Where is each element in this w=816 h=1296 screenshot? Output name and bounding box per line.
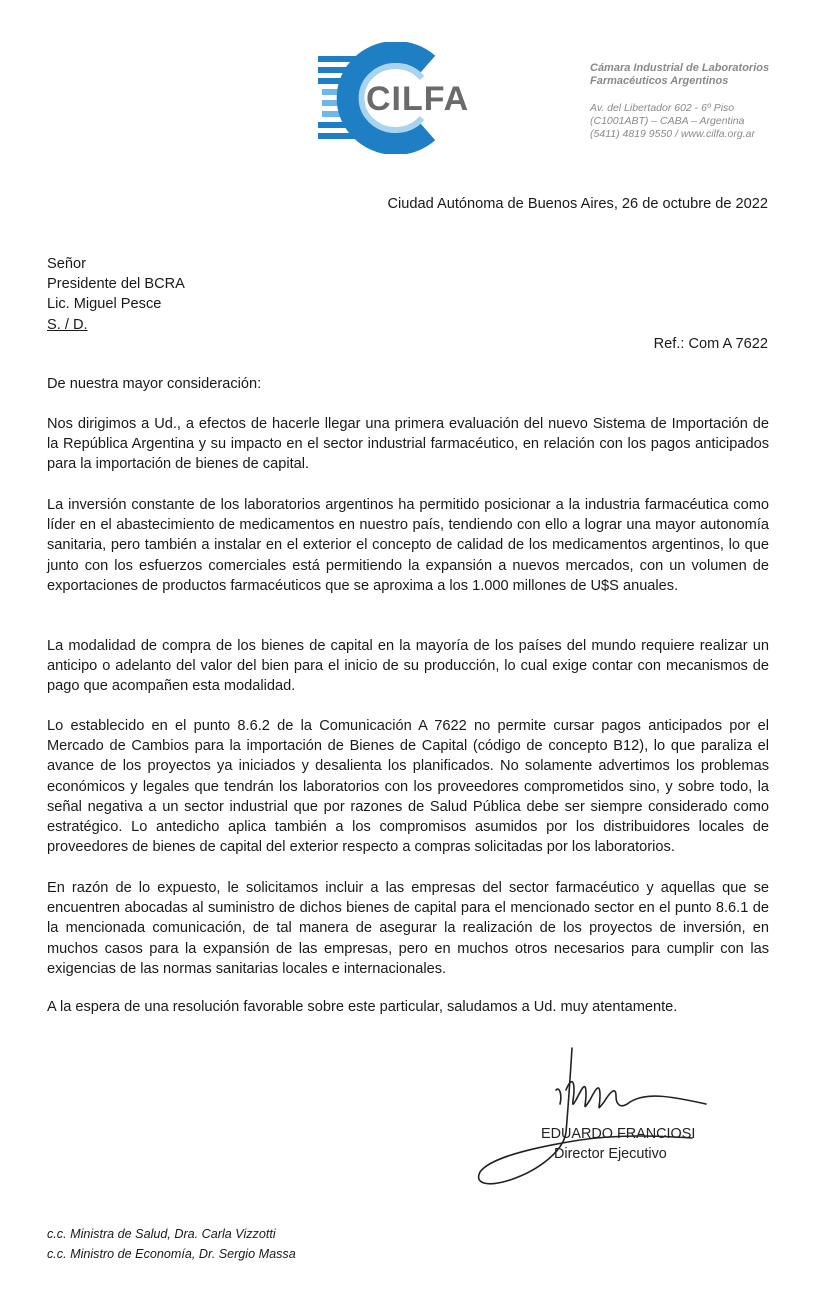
addressee-salutation: Señor xyxy=(47,256,86,272)
signatory-title: Director Ejecutivo xyxy=(554,1146,667,1162)
handwritten-signature xyxy=(470,1040,730,1200)
paragraph-intro: Nos dirigimos a Ud., a efectos de hacerle llegar una primera evaluación del nuevo Sistema de Importación de la República Argentina y su impacto en el sector industrial farmacéutico, en relación con los pagos anticipados para la importación de bienes de capital. xyxy=(47,416,769,473)
addressee-name: Lic. Miguel Pesce xyxy=(47,296,162,313)
paragraph-regulation-impact: Lo establecido en el punto 8.6.2 de la Comunicación A 7622 no permite cursar pagos anticipados por el Mercado de Cambios para la importación de Bienes de Capital (código de concepto B12), lo que paraliza el avance de los proyectos ya iniciados y desalienta los planificados. No solamente advertimos los problemas económicos y legales que tendrán los laboratorios con los proveedores comprometidos sino, y sobre todo, la señal negativa a un sector industrial que por razones de Salud Pública debe ser siempre considerado como estratégico. Lo antedicho aplica también a los compromisos asumidos por los distribuidores locales de proveedores de bienes de capital del exterior respecto a compras solicitadas por los laboratorios. xyxy=(47,718,769,856)
cilfa-logo xyxy=(318,42,498,154)
addressee-sd: S. / D. xyxy=(47,316,88,333)
organization-address: Av. del Libertador 602 - 6º Piso (C1001ABT) – CABA – Argentina (5411) 4819 9550 / www.cilfa.org.ar xyxy=(590,102,755,140)
cc-line-health: c.c. Ministra de Salud, Dra. Carla Vizzotti xyxy=(47,1227,276,1241)
closing-line: A la espera de una resolución favorable sobre este particular, saludamos a Ud. muy atentamente. xyxy=(47,999,678,1015)
organization-name: Cámara Industrial de Laboratorios Farmacéuticos Argentinos xyxy=(590,62,770,87)
salutation: De nuestra mayor consideración: xyxy=(47,376,262,392)
paragraph-request: En razón de lo expuesto, le solicitamos incluir a las empresas del sector farmacéutico y aquellas que se encuentren abocadas al suministro de dichos bienes de capital para el mencionado sector en el punto 8.6.1 de la mencionada comunicación, de tal manera de asegurar la realización de los proyectos de inversión, en muchos casos para la expansión de las empresas, pero en muchos otros necesarios para cumplir con las exigencias de las normas sanitarias locales e internacionales. xyxy=(47,880,769,977)
addressee-position: Presidente del BCRA xyxy=(47,276,185,293)
paragraph-investment: La inversión constante de los laboratorios argentinos ha permitido posicionar a la industria farmacéutica como líder en el abastecimiento de medicamentos en nuestro país, tendiendo con ello a lograr una mayor autonomía sanitaria, pero también a instalar en el exterior el concepto de calidad de los medicamentos argentinos, lo que junto con los esfuerzos comerciales está permitiendo la expansión a nuevos mercados, con un volumen de exportaciones de productos farmacéuticos que se aproxima a los 1.000 millones de U$S anuales. xyxy=(47,497,769,594)
organization-info xyxy=(590,62,800,141)
signatory-name: EDUARDO FRANCIOSI xyxy=(541,1126,696,1142)
cc-block xyxy=(47,1224,296,1264)
logo-wordmark: CILFA xyxy=(366,80,470,118)
letter-date: Ciudad Autónoma de Buenos Aires, 26 de octubre de 2022 xyxy=(387,196,768,212)
paragraph-purchase-modality: La modalidad de compra de los bienes de capital en la mayoría de los países del mundo requiere realizar un anticipo o adelanto del valor del bien para el inicio de su producción, lo cual exige contar con mecanismos de pago que acompañen esta modalidad. xyxy=(47,638,769,695)
addressee-block xyxy=(47,254,185,335)
cc-line-economy: c.c. Ministro de Economía, Dr. Sergio Massa xyxy=(47,1247,296,1261)
reference-line: Ref.: Com A 7622 xyxy=(653,336,768,352)
